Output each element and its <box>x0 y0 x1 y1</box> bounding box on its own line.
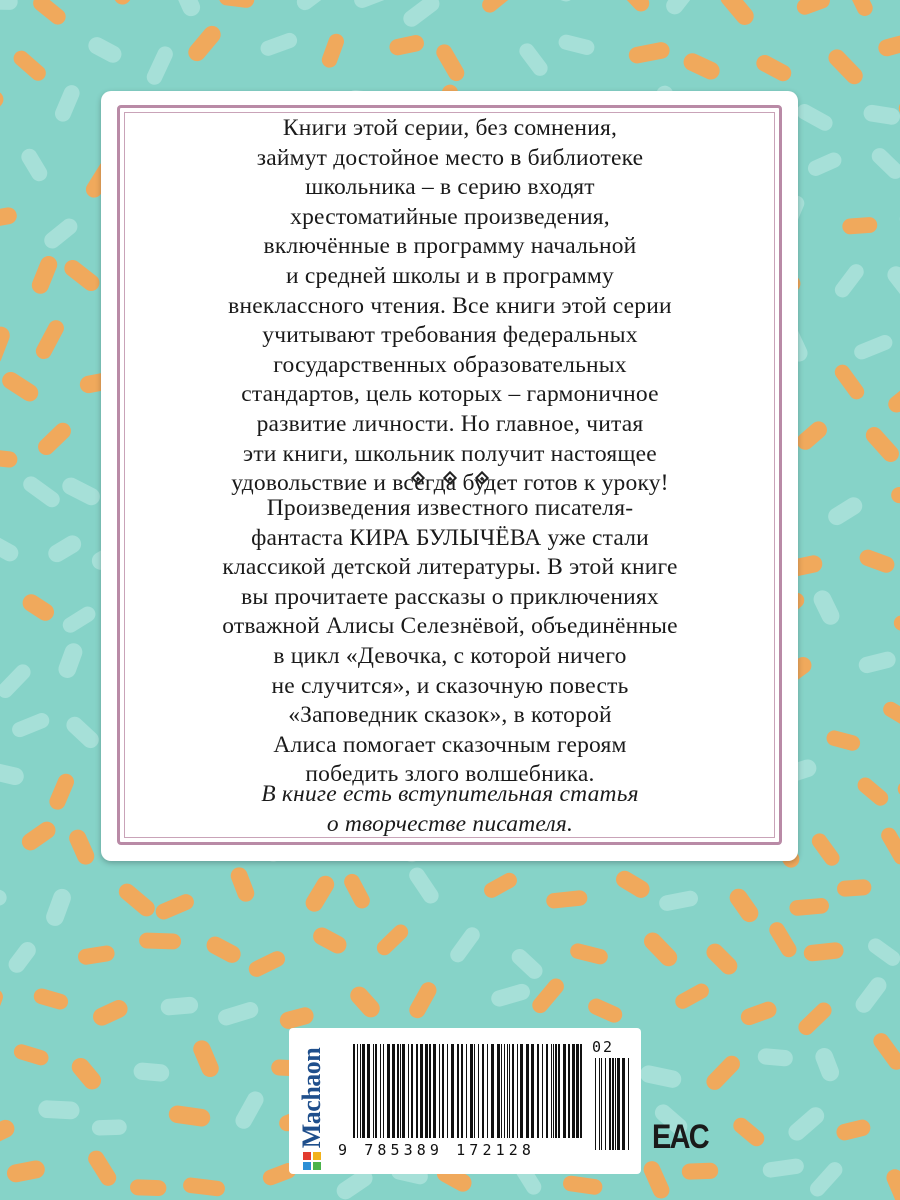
barcode-bar <box>420 1044 423 1138</box>
text-line: классикой детской литературы. В этой книге <box>222 554 678 581</box>
barcode-bar <box>572 1044 575 1138</box>
text-line: о творчестве писателя. <box>326 810 574 837</box>
text-line: стандартов, цель которых – гармоничное <box>241 381 659 408</box>
barcode-bar <box>482 1044 484 1138</box>
text-line: хрестоматийные произведения, <box>290 203 610 230</box>
text-line: учитывают требования федеральных <box>262 322 638 349</box>
barcode-bar <box>451 1044 454 1138</box>
barcode-bar <box>470 1044 473 1138</box>
barcode-bar <box>622 1058 625 1150</box>
intro-note <box>140 780 760 839</box>
barcode-bar <box>425 1044 428 1138</box>
barcode-bar <box>512 1044 514 1138</box>
text-line: эти книги, школьник получит настоящее <box>243 440 657 467</box>
publisher-logo <box>292 1034 332 1162</box>
barcode-bar <box>400 1044 401 1138</box>
barcode-bar <box>520 1044 523 1138</box>
publisher-name: Machaon <box>297 1047 326 1149</box>
publisher-mark-icon <box>303 1152 321 1170</box>
bean-shape <box>130 1179 167 1196</box>
text-line: Произведения известного писателя- <box>266 495 634 521</box>
barcode-bar <box>609 1058 611 1150</box>
barcode-bar <box>542 1044 543 1138</box>
barcode-bar <box>375 1044 377 1138</box>
text-line: отважной Алисы Селезнёвой, объединённые <box>222 613 678 640</box>
barcode-bar <box>439 1044 440 1138</box>
barcode-bar <box>568 1044 570 1138</box>
barcode-bar <box>599 1058 600 1150</box>
barcode-bar <box>551 1044 552 1138</box>
text-line: внеклассного чтения. Все книги этой серии <box>228 292 672 319</box>
barcode-bar <box>509 1044 510 1138</box>
barcode-bar <box>397 1044 399 1138</box>
barcode-bar <box>615 1058 616 1150</box>
barcode-bar <box>601 1058 602 1150</box>
barcode-bar <box>487 1044 488 1138</box>
series-description <box>140 114 760 499</box>
barcode-bar <box>501 1044 502 1138</box>
barcode-bar <box>387 1044 390 1138</box>
text-line: развитие личности. Но главное, читая <box>256 410 644 437</box>
barcode-bar <box>429 1044 431 1138</box>
barcode-bar <box>617 1058 620 1150</box>
barcode-bar <box>461 1044 463 1138</box>
text-line: включённые в программу начальной <box>263 233 637 260</box>
diamond-ornament-icon <box>411 471 425 485</box>
barcode-bar <box>416 1044 418 1138</box>
barcode-bar <box>537 1044 539 1138</box>
barcode-bar <box>402 1044 405 1138</box>
barcode-bar <box>474 1044 475 1138</box>
barcode-bar <box>478 1044 479 1138</box>
isbn-barcode <box>333 1038 633 1154</box>
eac-certification-mark: EAC <box>652 1118 708 1156</box>
barcode-bar <box>433 1044 436 1138</box>
barcode-bar <box>504 1044 505 1138</box>
barcode-bar <box>531 1044 534 1138</box>
diamond-ornament-icon <box>475 471 489 485</box>
barcode-bar <box>605 1058 606 1150</box>
text-line: в цикл «Девочка, с которой ничего <box>273 642 627 669</box>
text-line: и средней школы и в программу <box>286 262 614 289</box>
barcode-bar <box>447 1044 448 1138</box>
barcode-bar <box>392 1044 395 1138</box>
barcode-bar <box>357 1044 358 1138</box>
bean-shape <box>842 217 878 235</box>
text-line: фантаста КИРА БУЛЫЧЁВА уже стали <box>251 524 649 551</box>
text-line: государственных образовательных <box>273 351 627 378</box>
barcode-bar <box>628 1058 629 1150</box>
barcode-bar <box>576 1044 579 1138</box>
text-line: Книги этой серии, без сомнения, <box>282 115 618 141</box>
barcode-bar <box>360 1044 361 1138</box>
section-divider <box>0 470 900 488</box>
barcode-bar <box>580 1044 582 1138</box>
barcode-bar <box>563 1044 566 1138</box>
barcode-bar <box>517 1044 518 1138</box>
light-bean-shape <box>92 1119 127 1136</box>
barcode-bar <box>546 1044 548 1138</box>
barcode-bar <box>497 1044 500 1138</box>
barcode-bar <box>408 1044 409 1138</box>
bean-shape <box>139 932 181 949</box>
barcode-bar <box>466 1044 467 1138</box>
diamond-ornament-icon <box>443 471 457 485</box>
barcode-bar <box>367 1044 370 1138</box>
light-bean-shape <box>38 1100 80 1120</box>
text-line: удовольствие и всегда будет готов к уроку! <box>231 470 669 497</box>
text-line: школьника – в серию входят <box>305 174 595 201</box>
book-description <box>140 494 760 790</box>
text-line: не случится», и сказочную повесть <box>271 672 629 699</box>
barcode-bar <box>491 1044 494 1138</box>
barcode-digits: 9 785389 172128 <box>338 1141 535 1159</box>
text-line: «Заповедник сказок», в которой <box>288 702 612 729</box>
barcode-bar <box>555 1044 557 1138</box>
text-line: В книге есть вступительная статья <box>261 781 639 807</box>
barcode-bar <box>383 1044 384 1138</box>
barcode-bar <box>553 1044 554 1138</box>
barcode-bar <box>507 1044 508 1138</box>
barcode-bar <box>373 1044 374 1138</box>
barcode-bar <box>353 1044 355 1138</box>
text-line: Алиса помогает сказочным героям <box>273 731 627 758</box>
barcode-bar <box>595 1058 596 1150</box>
text-line: займут достойное место в библиотеке <box>256 144 644 171</box>
barcode-bar <box>558 1044 560 1138</box>
barcode-bar <box>612 1058 614 1150</box>
barcode-bar <box>442 1044 444 1138</box>
text-line: вы прочитаете рассказы о приключениях <box>241 583 659 610</box>
barcode-bar <box>380 1044 381 1138</box>
barcode-bar <box>362 1044 365 1138</box>
barcode-bar <box>411 1044 413 1138</box>
text-line: победить злого волшебника. <box>305 761 595 788</box>
barcode-bar <box>526 1044 529 1138</box>
bean-shape <box>837 879 872 897</box>
bean-shape <box>682 1162 719 1179</box>
barcode-bar <box>457 1044 459 1138</box>
barcode-addon-digits: 02 <box>592 1038 615 1056</box>
